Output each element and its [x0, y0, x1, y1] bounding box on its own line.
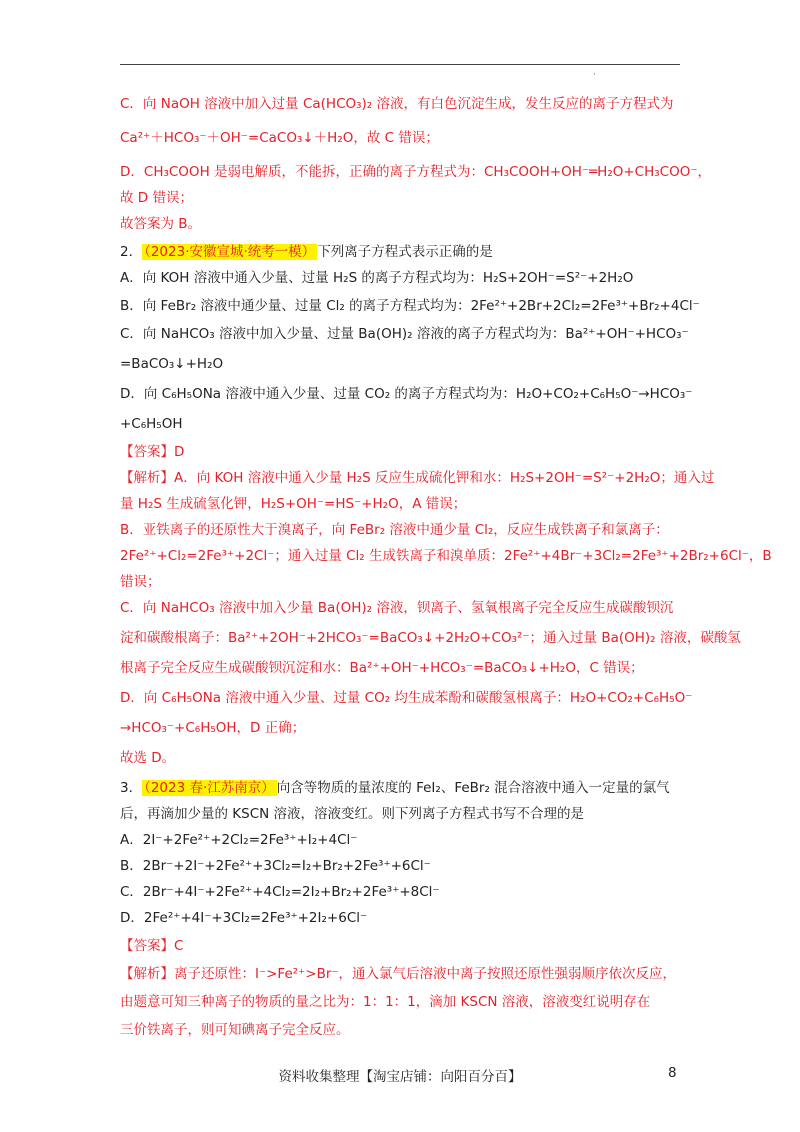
- header-rule: [120, 64, 680, 65]
- question-3-number: 3．: [120, 780, 143, 796]
- header-dot: ·: [593, 70, 596, 80]
- text-line: C．向 NaHCO₃ 溶液中加入少量、过量 Ba(OH)₂ 溶液的离子方程式均为：Ba²⁺+OH⁻+HCO₃⁻: [120, 326, 689, 342]
- text-line: 故答案为 B。: [120, 216, 202, 232]
- text-line: 后，再滴加少量的 KSCN 溶液，溶液变红。则下列离子方程式书写不合理的是: [120, 806, 585, 822]
- text-line: 淀和碳酸根离子：Ba²⁺+2OH⁻+2HCO₃⁻=BaCO₃↓+2H₂O+CO₃²⁻；通入过量 Ba(OH)₂ 溶液，碳酸氢: [120, 630, 741, 646]
- question-3-source-tag: （2023 春·江苏南京）: [144, 780, 275, 796]
- text-line: 故 D 错误；: [120, 190, 193, 206]
- footer-text: 资料收集整理【淘宝店铺：向阳百分百】: [278, 1069, 522, 1085]
- text-line: 2Fe²⁺+Cl₂=2Fe³⁺+2Cl⁻；通入过量 Cl₂ 生成铁离子和溴单质：2Fe²⁺+4Br⁻+3Cl₂=2Fe³⁺+2Br₂+6Cl⁻，B: [120, 548, 772, 564]
- question-2-source-tag: （2023·安徽宣城·统考一模）: [144, 244, 316, 260]
- question-3-stem: 向含等物质的量浓度的 FeI₂、FeBr₂ 混合溶液中通入一定量的氯气: [276, 780, 670, 796]
- text-line: 【解析】A．向 KOH 溶液中通入少量 H₂S 反应生成硫化钾和水：H₂S+2OH⁻=S²⁻+2H₂O；通入过: [120, 470, 715, 486]
- text-line: 故选 D。: [120, 750, 176, 766]
- text-line: A．2I⁻+2Fe²⁺+2Cl₂=2Fe³⁺+I₂+4Cl⁻: [120, 832, 358, 848]
- text-line: 【解析】离子还原性：I⁻>Fe²⁺>Br⁻，通入氯气后溶液中离子按照还原性强弱顺序依次反应，: [120, 966, 677, 982]
- text-line: 【答案】C: [120, 938, 184, 954]
- text-line: D．CH₃COOH 是弱电解质，不能拆，正确的离子方程式为：CH₃COOH+OH⁻═H₂O+CH₃COO⁻，: [120, 164, 711, 180]
- text-line: 错误；: [120, 574, 161, 590]
- text-line: 【答案】D: [120, 444, 185, 460]
- text-line: →HCO₃⁻+C₆H₅OH，D 正确；: [120, 720, 306, 736]
- question-2-stem: 下列离子方程式表示正确的是: [317, 244, 493, 260]
- question-2-number: 2．: [120, 244, 143, 260]
- text-line: B．向 FeBr₂ 溶液中通少量、过量 Cl₂ 的离子方程式均为：2Fe²⁺+2Br+2Cl₂=2Fe³⁺+Br₂+4Cl⁻: [120, 298, 700, 314]
- text-line: B．2Br⁻+2I⁻+2Fe²⁺+3Cl₂=I₂+Br₂+2Fe³⁺+6Cl⁻: [120, 858, 431, 874]
- text-line: C．向 NaHCO₃ 溶液中加入少量 Ba(OH)₂ 溶液，钡离子、氢氧根离子完全反应生成碳酸钡沉: [120, 600, 674, 616]
- text-line: D．向 C₆H₅ONa 溶液中通入少量、过量 CO₂ 的离子方程式均为：H₂O+CO₂+C₆H₅O⁻→HCO₃⁻: [120, 386, 693, 402]
- text-line: D．向 C₆H₅ONa 溶液中通入少量、过量 CO₂ 均生成苯酚和碳酸氢根离子：H₂O+CO₂+C₆H₅O⁻: [120, 690, 693, 706]
- text-line: A．向 KOH 溶液中通入少量、过量 H₂S 的离子方程式均为：H₂S+2OH⁻=S²⁻+2H₂O: [120, 270, 634, 286]
- page-number: 8: [668, 1065, 677, 1081]
- text-line: B．亚铁离子的还原性大于溴离子，向 FeBr₂ 溶液中通少量 Cl₂，反应生成铁离子和氯离子：: [120, 522, 669, 538]
- text-line: 根离子完全反应生成碳酸钡沉淀和水：Ba²⁺+OH⁻+HCO₃⁻=BaCO₃↓+H₂O，C 错误；: [120, 660, 644, 676]
- text-line: +C₆H₅OH: [120, 416, 183, 432]
- text-line: 三价铁离子，则可知碘离子完全反应。: [120, 1022, 350, 1038]
- text-line: 由题意可知三种离子的物质的量之比为：1：1：1，滴加 KSCN 溶液，溶液变红说明存在: [120, 994, 651, 1010]
- text-line: =BaCO₃↓+H₂O: [120, 356, 224, 372]
- text-line: C．向 NaOH 溶液中加入过量 Ca(HCO₃)₂ 溶液，有白色沉淀生成，发生反应的离子方程式为: [120, 96, 674, 112]
- text-line: C．2Br⁻+4I⁻+2Fe²⁺+4Cl₂=2I₂+Br₂+2Fe³⁺+8Cl⁻: [120, 884, 440, 900]
- text-line: Ca²⁺＋HCO₃⁻＋OH⁻=CaCO₃↓＋H₂O，故 C 错误；: [120, 130, 439, 146]
- question-2-heading: [120, 242, 493, 262]
- text-line: D．2Fe²⁺+4I⁻+3Cl₂=2Fe³⁺+2I₂+6Cl⁻: [120, 910, 368, 926]
- text-line: 量 H₂S 生成硫氢化钾，H₂S+OH⁻=HS⁻+H₂O，A 错误；: [120, 496, 467, 512]
- question-3-heading: [120, 778, 670, 798]
